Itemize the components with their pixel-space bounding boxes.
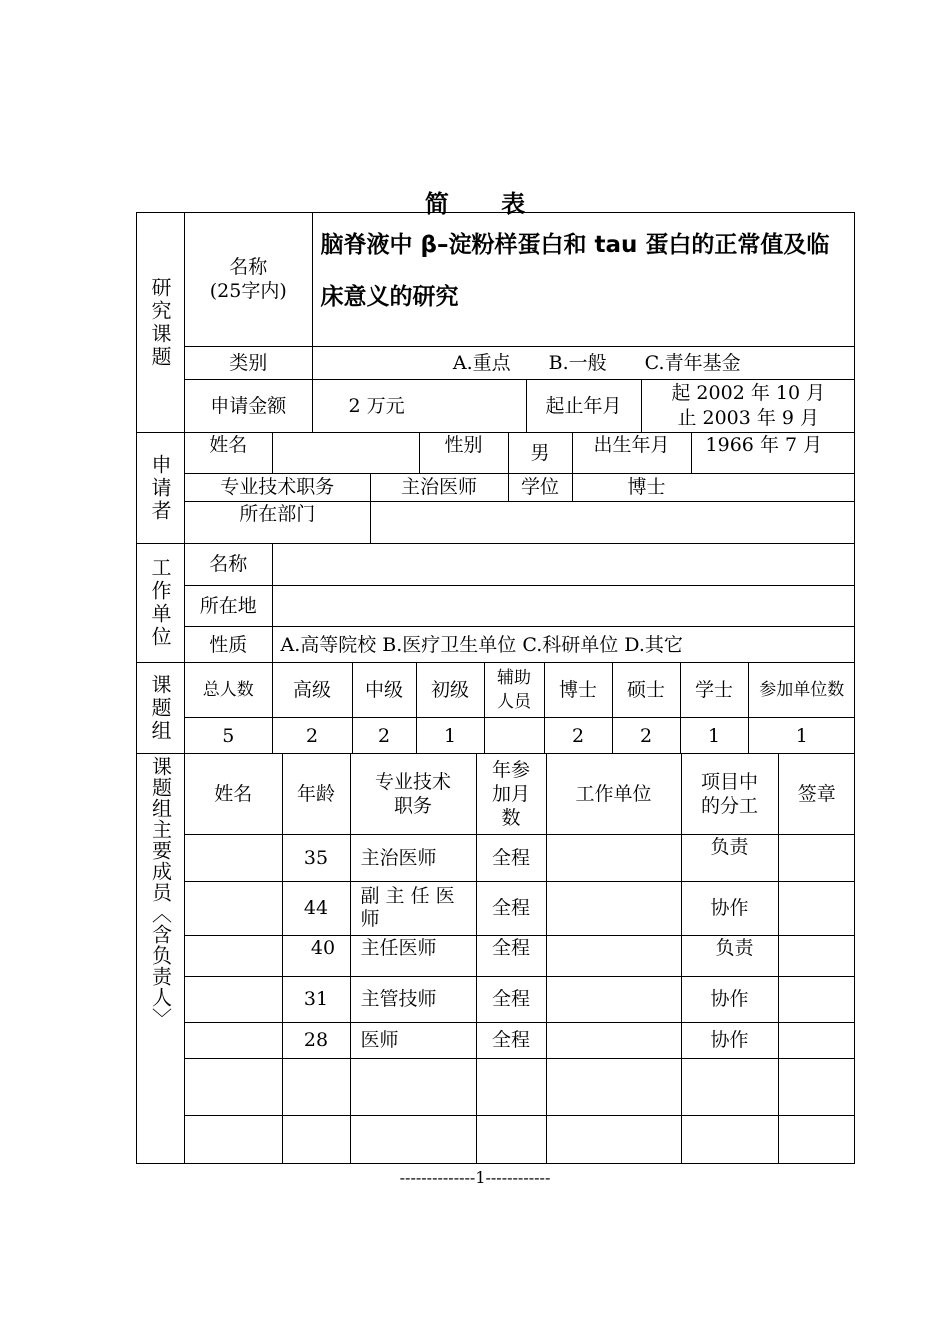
topic-name-value: 脑脊液中 β–淀粉样蛋白和 tau 蛋白的正常值及临床意义的研究	[312, 213, 855, 346]
unit-location-label: 所在地	[185, 585, 272, 626]
amount-label: 申请金额	[185, 379, 312, 433]
members-header: 签章	[778, 754, 855, 834]
member-cell	[546, 935, 681, 976]
member-cell: 负责	[681, 935, 778, 976]
members-label: 课题组主要成员︿含负责人﹀	[137, 754, 185, 1163]
unit-name-value	[272, 544, 855, 585]
page-footer: --------------1------------	[399, 1168, 551, 1187]
member-cell: 医师	[350, 1022, 476, 1058]
group-header: 中级	[352, 663, 416, 717]
member-cell: 负责	[681, 834, 778, 881]
degree-label: 学位	[508, 473, 572, 501]
member-cell	[546, 1115, 681, 1164]
member-cell	[185, 834, 282, 881]
member-cell	[350, 1115, 476, 1164]
member-cell	[185, 881, 282, 935]
category-options: A.重点 B.一般 C.青年基金	[312, 346, 855, 379]
member-cell: 35	[282, 834, 350, 881]
member-cell	[282, 1058, 350, 1115]
member-cell: 全程	[476, 881, 546, 935]
member-cell: 31	[282, 976, 350, 1022]
member-cell: 协作	[681, 881, 778, 935]
member-cell	[476, 1058, 546, 1115]
group-section	[136, 662, 855, 754]
group-header: 硕士	[612, 663, 680, 717]
member-cell	[185, 1022, 282, 1058]
member-cell	[778, 976, 855, 1022]
member-cell	[778, 1115, 855, 1164]
group-header: 博士	[544, 663, 612, 717]
group-value: 5	[185, 717, 272, 754]
member-cell: 全程	[476, 1022, 546, 1058]
member-cell	[546, 976, 681, 1022]
member-cell: 主任医师	[350, 935, 476, 976]
gender-value: 男	[508, 433, 572, 473]
applicant-section	[136, 432, 855, 544]
member-cell: 44	[282, 881, 350, 935]
period-value: 起 2002 年 10 月 止 2003 年 9 月	[641, 379, 855, 433]
group-value: 2	[612, 717, 680, 754]
dept-label: 所在部门	[185, 501, 370, 544]
degree-value: 博士	[572, 473, 855, 501]
member-cell	[778, 834, 855, 881]
research-label: 研究课题	[137, 213, 185, 432]
member-cell: 主管技师	[350, 976, 476, 1022]
member-cell: 协作	[681, 1022, 778, 1058]
member-cell	[546, 881, 681, 935]
unit-name-label: 名称	[185, 544, 272, 585]
member-cell	[778, 935, 855, 976]
member-cell: 副 主 任 医 师	[350, 881, 476, 935]
member-cell	[546, 1022, 681, 1058]
members-header: 项目中的分工	[681, 754, 778, 834]
unit-nature-label: 性质	[185, 626, 272, 663]
member-cell	[778, 1058, 855, 1115]
gender-label: 性别	[419, 433, 508, 473]
member-cell: 40	[282, 935, 350, 976]
group-value: 2	[272, 717, 352, 754]
group-header: 参加单位数	[748, 663, 855, 717]
birth-label: 出生年月	[572, 433, 691, 473]
member-cell	[185, 1115, 282, 1164]
member-cell	[546, 834, 681, 881]
members-header: 年龄	[282, 754, 350, 834]
dept-value	[370, 501, 855, 544]
member-cell	[546, 1058, 681, 1115]
job-title-value: 主治医师	[370, 473, 508, 501]
member-cell: 全程	[476, 834, 546, 881]
member-cell: 全程	[476, 935, 546, 976]
birth-value: 1966 年 7 月	[691, 433, 855, 473]
period-label: 起止年月	[526, 379, 641, 433]
page-title: 简 表	[424, 189, 548, 218]
unit-location-value	[272, 585, 855, 626]
member-cell	[778, 881, 855, 935]
member-cell: 主治医师	[350, 834, 476, 881]
group-value: 2	[544, 717, 612, 754]
member-cell	[282, 1115, 350, 1164]
members-header: 姓名	[185, 754, 282, 834]
category-label: 类别	[185, 346, 312, 379]
research-section	[136, 212, 855, 433]
group-value: 1	[748, 717, 855, 754]
group-value: 1	[680, 717, 748, 754]
group-label: 课题组	[137, 663, 185, 753]
member-cell	[476, 1115, 546, 1164]
topic-name-label: 名称 (25字内)	[185, 213, 312, 346]
group-header: 初级	[416, 663, 484, 717]
members-header: 年参加月数	[476, 754, 546, 834]
group-header: 辅助人员	[484, 663, 544, 717]
member-cell	[778, 1022, 855, 1058]
member-cell: 协作	[681, 976, 778, 1022]
group-header: 总人数	[185, 663, 272, 717]
members-section	[136, 753, 855, 1164]
member-cell	[185, 935, 282, 976]
member-cell	[681, 1058, 778, 1115]
unit-nature-options: A.高等院校 B.医疗卫生单位 C.科研单位 D.其它	[272, 626, 855, 663]
group-header: 学士	[680, 663, 748, 717]
members-header: 工作单位	[546, 754, 681, 834]
job-title-label: 专业技术职务	[185, 473, 370, 501]
group-value	[484, 717, 544, 754]
member-cell: 全程	[476, 976, 546, 1022]
members-header: 专业技术职务	[350, 754, 476, 834]
member-cell	[185, 1058, 282, 1115]
unit-label: 工作单位	[137, 544, 185, 662]
unit-section	[136, 543, 855, 663]
applicant-label: 申请者	[137, 433, 185, 543]
member-cell	[350, 1058, 476, 1115]
group-header: 高级	[272, 663, 352, 717]
member-cell	[681, 1115, 778, 1164]
group-value: 1	[416, 717, 484, 754]
member-cell	[185, 976, 282, 1022]
applicant-name-value	[272, 433, 419, 473]
group-value: 2	[352, 717, 416, 754]
member-cell: 28	[282, 1022, 350, 1058]
amount-value: 2 万元	[312, 379, 526, 433]
applicant-name-label: 姓名	[185, 433, 272, 473]
